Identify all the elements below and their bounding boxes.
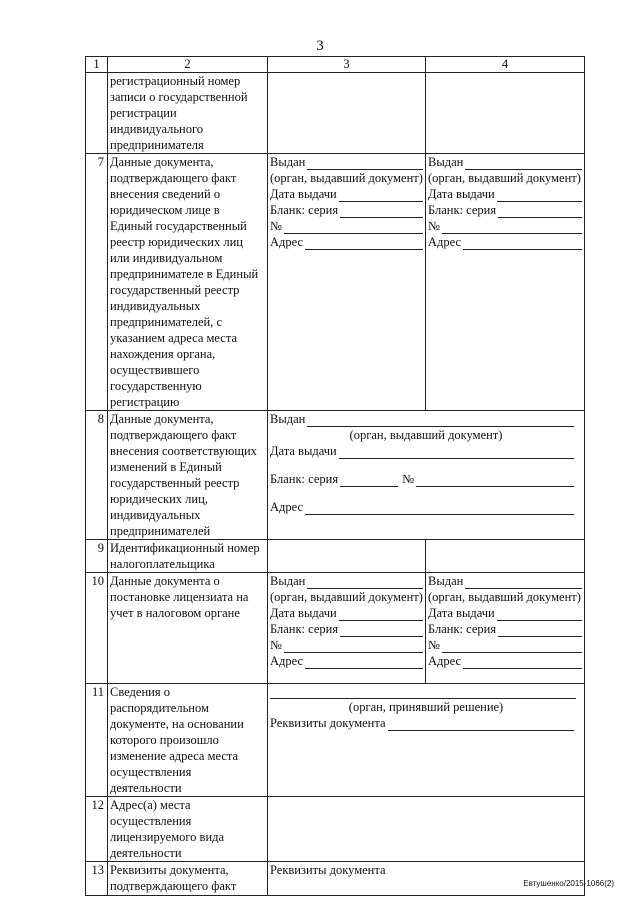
blank-series-label: Бланк: серия [428, 622, 497, 636]
address-field[interactable] [428, 653, 582, 669]
decision-body-hint: (орган, принявший решение) [348, 700, 504, 714]
issued-label: Выдан [428, 155, 464, 169]
row-6-continued [86, 73, 585, 154]
header-col-2: 2 [108, 57, 268, 73]
number-label: № [428, 219, 440, 233]
row-label: Данные документа, подтверждающего факт внесения соответствующих изменений в Единый государственный реестр юридических лиц, индивидуальных предпринимателей [108, 411, 268, 540]
address-field[interactable] [270, 234, 423, 250]
issuer-hint: (орган, выдавший документ) [270, 590, 423, 604]
row-label: Реквизиты документа, подтверждающего факт [108, 862, 268, 896]
number-label: № [402, 472, 415, 486]
issue-date-label: Дата выдачи [270, 187, 337, 201]
issued-field[interactable] [428, 154, 582, 170]
issued-label: Выдан [270, 155, 306, 169]
decision-body-line[interactable] [270, 684, 576, 699]
row-13 [86, 862, 585, 896]
row-8-values [268, 411, 585, 540]
issue-date-field[interactable] [270, 443, 582, 459]
issue-date-label: Дата выдачи [428, 606, 495, 620]
issued-label: Выдан [428, 574, 464, 588]
number-field[interactable] [428, 218, 582, 234]
row-12 [86, 797, 585, 862]
doc-details-label: Реквизиты документа [270, 863, 386, 877]
blank-series-field[interactable] [270, 471, 582, 487]
issue-date-field[interactable] [428, 605, 582, 621]
issued-field[interactable] [270, 411, 582, 427]
row-12-values[interactable] [268, 797, 585, 862]
address-label: Адрес [428, 235, 462, 249]
row-9-col-4[interactable] [426, 540, 585, 573]
row-9-col-3[interactable] [268, 540, 426, 573]
row-8 [86, 411, 585, 540]
issue-date-field[interactable] [428, 186, 582, 202]
row-number: 8 [86, 411, 108, 540]
row-number: 7 [86, 154, 108, 411]
blank-series-label: Бланк: серия [428, 203, 497, 217]
row-label: Сведения о распорядительном документе, на основании которого произошло изменение адреса места осуществления деятельности [108, 684, 268, 797]
issue-date-label: Дата выдачи [270, 606, 337, 620]
number-field[interactable] [270, 218, 423, 234]
doc-details-field[interactable] [270, 715, 582, 731]
row-value-col-3[interactable] [268, 73, 426, 154]
issued-label: Выдан [270, 574, 306, 588]
footer-code: Евтушенко/2015-1066(2) [523, 879, 614, 888]
address-field[interactable] [428, 234, 582, 250]
number-field[interactable] [428, 637, 582, 653]
number-field[interactable] [270, 637, 423, 653]
issuer-hint: (орган, выдавший документ) [428, 171, 581, 185]
blank-series-field[interactable] [270, 202, 423, 218]
issued-field[interactable] [270, 573, 423, 589]
row-label: регистрационный номер записи о государственной регистрации индивидуального предпринимателя [108, 73, 268, 154]
issue-date-field[interactable] [270, 605, 423, 621]
issued-label: Выдан [270, 412, 306, 426]
row-label: Идентификационный номер налогоплательщика [108, 540, 268, 573]
header-col-3: 3 [268, 57, 426, 73]
number-label: № [270, 219, 282, 233]
address-label: Адрес [270, 235, 304, 249]
issue-date-field[interactable] [270, 186, 423, 202]
row-11-values [268, 684, 585, 797]
number-label: № [428, 638, 440, 652]
row-number: 12 [86, 797, 108, 862]
row-10-col-4 [426, 573, 585, 684]
header-col-4: 4 [426, 57, 585, 73]
row-number [86, 73, 108, 154]
address-label: Адрес [428, 654, 462, 668]
row-10-col-3 [268, 573, 426, 684]
blank-series-field[interactable] [428, 621, 582, 637]
blank-series-label: Бланк: серия [270, 622, 339, 636]
row-value-col-4[interactable] [426, 73, 585, 154]
issue-date-label: Дата выдачи [428, 187, 495, 201]
issued-field[interactable] [270, 154, 423, 170]
issued-field[interactable] [428, 573, 582, 589]
page-number: 3 [316, 38, 324, 54]
row-7-col-4 [426, 154, 585, 411]
issue-date-label: Дата выдачи [270, 444, 337, 458]
issuer-hint: (орган, выдавший документ) [349, 428, 503, 442]
header-row [86, 57, 585, 73]
number-label: № [270, 638, 282, 652]
blank-series-label: Бланк: серия [270, 203, 339, 217]
row-number: 9 [86, 540, 108, 573]
blank-series-label: Бланк: серия [270, 472, 339, 486]
row-7 [86, 154, 585, 411]
row-number: 13 [86, 862, 108, 896]
row-11 [86, 684, 585, 797]
address-field[interactable] [270, 499, 582, 515]
address-label: Адрес [270, 500, 304, 514]
address-field[interactable] [270, 653, 423, 669]
row-10 [86, 573, 585, 684]
row-label: Данные документа, подтверждающего факт внесения сведений о юридическом лице в Единый государственный реестр юридических лиц или индивидуальном предпринимателе в Единый государственный реестр индивидуальных предпринимателей, с указанием адреса места нахождения органа, осуществившего государственную регистрацию [108, 154, 268, 411]
form-table [85, 56, 585, 896]
issuer-hint: (орган, выдавший документ) [428, 590, 581, 604]
doc-details-label: Реквизиты документа [270, 716, 386, 730]
blank-series-field[interactable] [428, 202, 582, 218]
row-label: Данные документа о постановке лицензиата на учет в налоговом органе [108, 573, 268, 684]
row-number: 11 [86, 684, 108, 797]
row-number: 10 [86, 573, 108, 684]
issuer-hint: (орган, выдавший документ) [270, 171, 423, 185]
row-7-col-3 [268, 154, 426, 411]
header-col-1: 1 [86, 57, 108, 73]
row-9 [86, 540, 585, 573]
address-label: Адрес [270, 654, 304, 668]
row-label: Адрес(а) места осуществления лицензируемого вида деятельности [108, 797, 268, 862]
blank-series-field[interactable] [270, 621, 423, 637]
